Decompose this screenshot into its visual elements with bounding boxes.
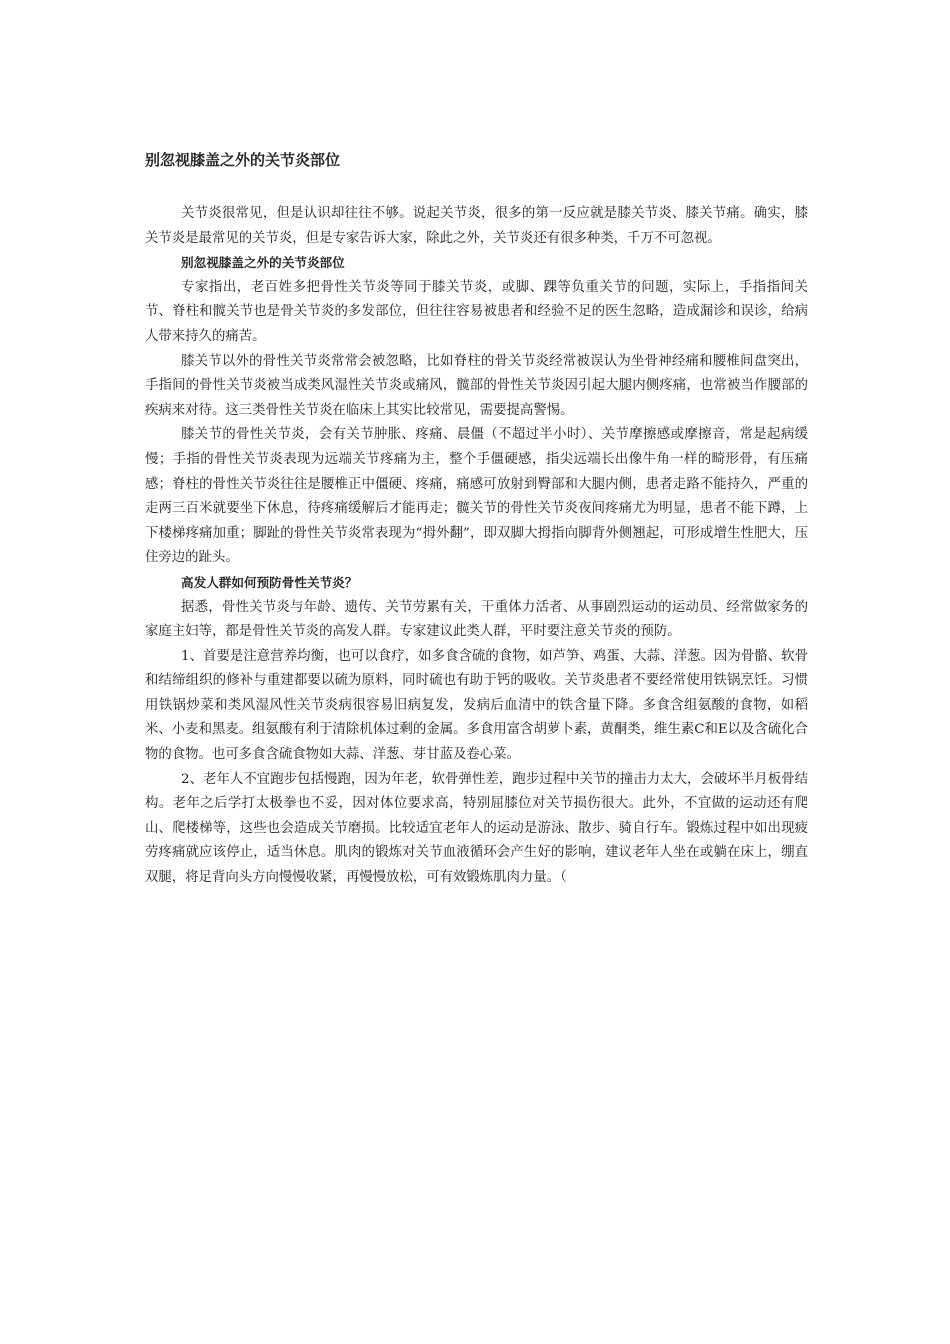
paragraph-nutrition: 1、首要是注意营养均衡，也可以食疗，如多食含硫的食物，如芦笋、鸡蛋、大蒜、洋葱。因为骨骼、软骨和结缔组织的修补与重建都要以硫为原料，同时硫也有助于钙的吸收。关节炎患者不要经常使用铁锅烹饪。习惯用铁锅炒菜和类风湿风性关节炎病很容易旧病复发，发病后血清中的铁含量下降。多食含组氨酸的食物，如稻米、小麦和黑麦。组氨酸有利于清除机体过剩的金属。多食用富含胡萝卜素，黄酮类，维生素C和E以及含硫化合物的食物。也可多食含硫食物如大蒜、洋葱、芽甘蓝及卷心菜。 xyxy=(145,648,808,763)
paragraph-symptoms: 膝关节的骨性关节炎，会有关节肿胀、疼痛、晨僵（不超过半小时）、关节摩擦感或摩擦音，常是起病缓慢；手指的骨性关节炎表现为远端关节疼痛为主，整个手僵硬感，指尖远端长出像牛角一样的畸形骨，有压痛感；脊柱的骨性关节炎往往是腰椎正中僵硬、疼痛，痛感可放射到臀部和大腿内侧，患者走路不能持久，严重的走两三百米就要坐下休息，待疼痛缓解后才能再走；髋关节的骨性关节炎夜间疼痛尤为明显，患者不能下蹲，上下楼梯疼痛加重；脚趾的骨性关节炎常表现为“拇外翻”，即双脚大拇指向脚背外侧翘起，可形成增生性肥大，压住旁边的趾头。 xyxy=(145,427,808,566)
paragraph-risk-groups: 据悉，骨性关节炎与年龄、遗传、关节劳累有关，干重体力活者、从事剧烈运动的运动员、经常做家务的家庭主妇等，都是骨性关节炎的高发人群。专家建议此类人群，平时要注意关节炎的预防。 xyxy=(145,599,808,640)
document-title: 别忽视膝盖之外的关节炎部位 xyxy=(145,151,341,169)
paragraph-exercise: 2、老年人不宜跑步包括慢跑，因为年老，软骨弹性差，跑步过程中关节的撞击力太大，会破坏半月板骨结构。老年之后学打太极拳也不妥，因对体位要求高，特别屈膝位对关节损伤很大。此外，不宜做的运动还有爬山、爬楼梯等，这些也会造成关节磨损。比较适宜老年人的运动是游泳、散步、骑自行车。锻炼过程中如出现疲劳疼痛就应该停止，适当休息。肌肉的锻炼对关节血液循环会产生好的影响，建议老年人坐在或躺在床上，绷直双腿，将足背向头方向慢慢收紧，再慢慢放松，可有效锻炼肌肉力量。（ xyxy=(145,771,808,886)
document-page xyxy=(145,150,808,891)
paragraph-misdiagnosis: 膝关节以外的骨性关节炎常常会被忽略，比如脊柱的骨关节炎经常被误认为坐骨神经痛和腰椎间盘突出，手指间的骨性关节炎被当成类风湿性关节炎或痛风，髋部的骨性关节炎因引起大腿内侧疼痛，也常被当作腰部的疾病来对待。这三类骨性关节炎在临床上其实比较常见，需要提高警惕。 xyxy=(145,353,808,418)
intro-paragraph: 关节炎很常见，但是认识却往往不够。说起关节炎，很多的第一反应就是膝关节炎、膝关节痛。确实，膝关节炎是最常见的关节炎，但是专家告诉大家，除此之外，关节炎还有很多种类，千万不可忽视。 xyxy=(145,206,808,246)
document-body xyxy=(145,202,808,891)
section-heading-locations: 别忽视膝盖之外的关节炎部位 xyxy=(181,255,345,271)
section-heading-prevention: 高发人群如何预防骨性关节炎？ xyxy=(181,574,358,590)
paragraph-expert-opinion: 专家指出，老百姓多把骨性关节炎等同于膝关节炎，或脚、踝等负重关节的问题，实际上，手指指间关节、脊柱和髋关节也是骨关节炎的多发部位，但往往容易被患者和经验不足的医生忽略，造成漏诊和误诊，给病人带来持久的痛苦。 xyxy=(145,279,808,344)
